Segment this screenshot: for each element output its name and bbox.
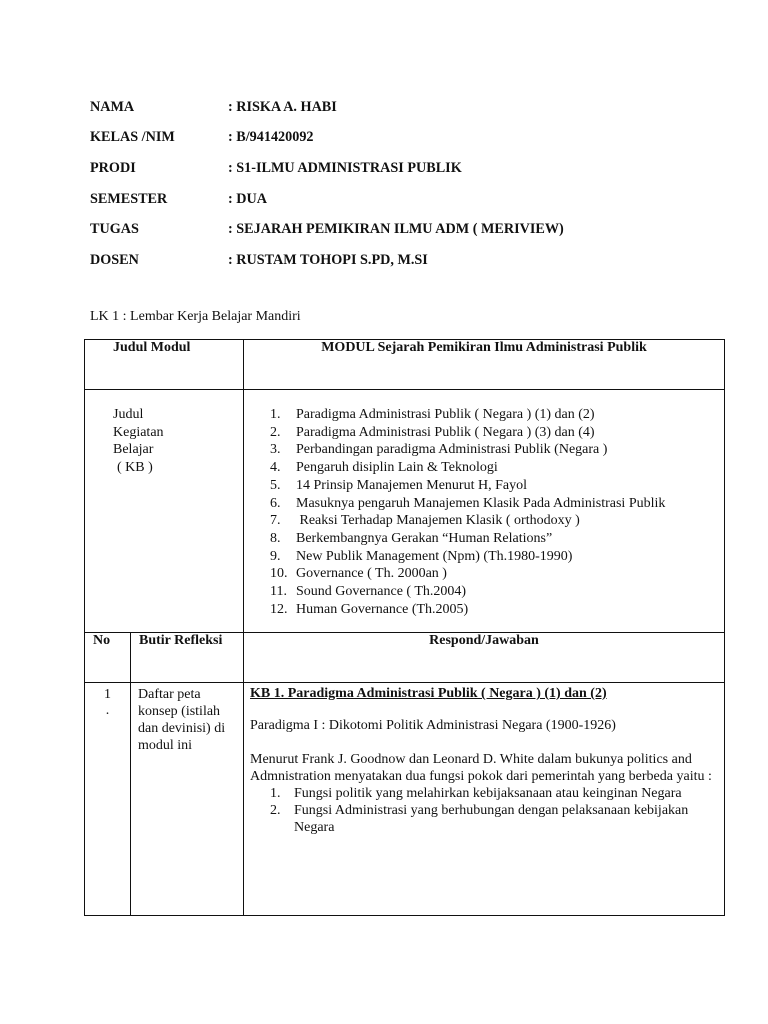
judul-modul-label: Judul Modul bbox=[85, 340, 244, 390]
list-item bbox=[250, 785, 718, 802]
list-text: Sound Governance ( Th.2004) bbox=[296, 584, 467, 600]
info-label: DOSEN bbox=[90, 251, 139, 268]
list-number: 1. bbox=[270, 786, 281, 801]
list-text: Paradigma Administrasi Publik ( Negara ) (3) dan (4) bbox=[296, 424, 595, 440]
list-number: 6. bbox=[270, 495, 281, 511]
info-label: TUGAS bbox=[90, 221, 139, 238]
list-text: New Publik Management (Npm) (Th.1980-1990) bbox=[296, 548, 573, 564]
kb-label-line: Judul bbox=[113, 407, 144, 422]
list-text: Perbandingan paradigma Administrasi Publik (Negara ) bbox=[296, 442, 608, 458]
list-item bbox=[270, 583, 724, 601]
list-text: Reaksi Terhadap Manajemen Klasik ( orthodoxy ) bbox=[296, 513, 580, 529]
row-butir: Daftar peta konsep (istilah dan devinisi) di modul ini bbox=[131, 683, 244, 916]
info-value: : SEJARAH PEMIKIRAN ILMU ADM ( MERIVIEW) bbox=[228, 221, 564, 238]
info-label: SEMESTER bbox=[90, 190, 168, 207]
list-item bbox=[270, 495, 724, 513]
worksheet-table bbox=[84, 339, 725, 916]
row-number bbox=[85, 683, 131, 916]
list-item bbox=[270, 406, 724, 424]
info-label: PRODI bbox=[90, 159, 136, 176]
list-number: 2. bbox=[270, 424, 281, 440]
list-number: 1. bbox=[270, 407, 281, 422]
list-number: 11. bbox=[270, 584, 287, 600]
kb-list bbox=[270, 406, 724, 618]
info-row-kelas bbox=[90, 123, 710, 154]
list-item bbox=[270, 512, 724, 530]
row-respond bbox=[244, 683, 725, 916]
modul-title: MODUL Sejarah Pemikiran Ilmu Administrasi Publik bbox=[244, 340, 725, 390]
list-text: Masuknya pengaruh Manajemen Klasik Pada Administrasi Publik bbox=[296, 495, 666, 511]
list-text: Fungsi politik yang melahirkan kebijaksanaan atau keinginan Negara bbox=[294, 786, 682, 801]
list-number: 2. bbox=[270, 803, 281, 818]
info-row-nama bbox=[90, 92, 710, 123]
list-number: 12. bbox=[270, 601, 288, 617]
kb-heading: KB 1. Paradigma Administrasi Publik ( Negara ) (1) dan (2) bbox=[250, 686, 607, 701]
list-number: 8. bbox=[270, 530, 281, 546]
row-number-digit: 1 bbox=[104, 687, 111, 702]
worksheet-subtitle: LK 1 : Lembar Kerja Belajar Mandiri bbox=[90, 309, 301, 324]
info-label: KELAS /NIM bbox=[90, 129, 175, 146]
list-text: Paradigma Administrasi Publik ( Negara ) (1) dan (2) bbox=[296, 407, 595, 422]
info-value: : B/941420092 bbox=[228, 129, 314, 146]
list-number: 7. bbox=[270, 513, 281, 529]
list-item bbox=[270, 459, 724, 477]
student-info bbox=[90, 92, 710, 276]
table-row bbox=[85, 683, 725, 916]
info-row-prodi bbox=[90, 153, 710, 184]
info-row-dosen bbox=[90, 245, 710, 276]
list-number: 5. bbox=[270, 477, 281, 493]
list-number: 4. bbox=[270, 460, 281, 476]
list-item bbox=[270, 477, 724, 495]
list-item bbox=[270, 441, 724, 459]
list-number: 9. bbox=[270, 548, 281, 564]
modul-row bbox=[85, 340, 725, 390]
column-header-row bbox=[85, 633, 725, 683]
column-header-no: No bbox=[85, 633, 131, 683]
menurut-text: Menurut Frank J. Goodnow dan Leonard D. White dalam bukunya politics and Admnistration menyatakan dua fungsi pokok dari pemerintah yang berbeda yaitu : bbox=[250, 752, 712, 784]
info-value: : RUSTAM TOHOPI S.PD, M.SI bbox=[228, 251, 428, 268]
info-value: : DUA bbox=[228, 190, 268, 207]
list-item bbox=[270, 530, 724, 548]
info-row-tugas bbox=[90, 214, 710, 245]
info-label: NAMA bbox=[90, 98, 135, 115]
fungsi-list bbox=[250, 785, 718, 836]
list-item bbox=[270, 601, 724, 619]
row-number-dot: . bbox=[105, 703, 110, 718]
list-number: 3. bbox=[270, 442, 281, 458]
list-text: Pengaruh disiplin Lain & Teknologi bbox=[296, 460, 498, 476]
list-text: Human Governance (Th.2005) bbox=[296, 601, 469, 617]
kb-label-line: Kegiatan bbox=[113, 424, 164, 440]
list-item bbox=[270, 565, 724, 583]
list-text: Fungsi Administrasi yang berhubungan dengan pelaksanaan kebijakan Negara bbox=[294, 803, 689, 835]
list-item bbox=[270, 424, 724, 442]
list-item bbox=[270, 548, 724, 566]
paradigma-text: Paradigma I : Dikotomi Politik Administrasi Negara (1900-1926) bbox=[250, 718, 616, 733]
list-text: Berkembangnya Gerakan “Human Relations” bbox=[296, 530, 553, 546]
list-text: 14 Prinsip Manajemen Menurut H, Fayol bbox=[296, 477, 527, 493]
list-item bbox=[250, 802, 718, 836]
kb-label bbox=[85, 390, 244, 633]
list-number: 10. bbox=[270, 566, 288, 582]
info-value: : RISKA A. HABI bbox=[228, 98, 337, 115]
kb-row bbox=[85, 390, 725, 633]
info-value: : S1-ILMU ADMINISTRASI PUBLIK bbox=[228, 159, 462, 176]
info-row-semester bbox=[90, 184, 710, 215]
kb-list-cell bbox=[244, 390, 725, 633]
column-header-butir: Butir Refleksi bbox=[131, 633, 244, 683]
kb-label-line: ( KB ) bbox=[117, 459, 153, 475]
column-header-respond: Respond/Jawaban bbox=[244, 633, 725, 683]
list-text: Governance ( Th. 2000an ) bbox=[296, 566, 447, 582]
kb-label-line: Belajar bbox=[113, 442, 154, 457]
